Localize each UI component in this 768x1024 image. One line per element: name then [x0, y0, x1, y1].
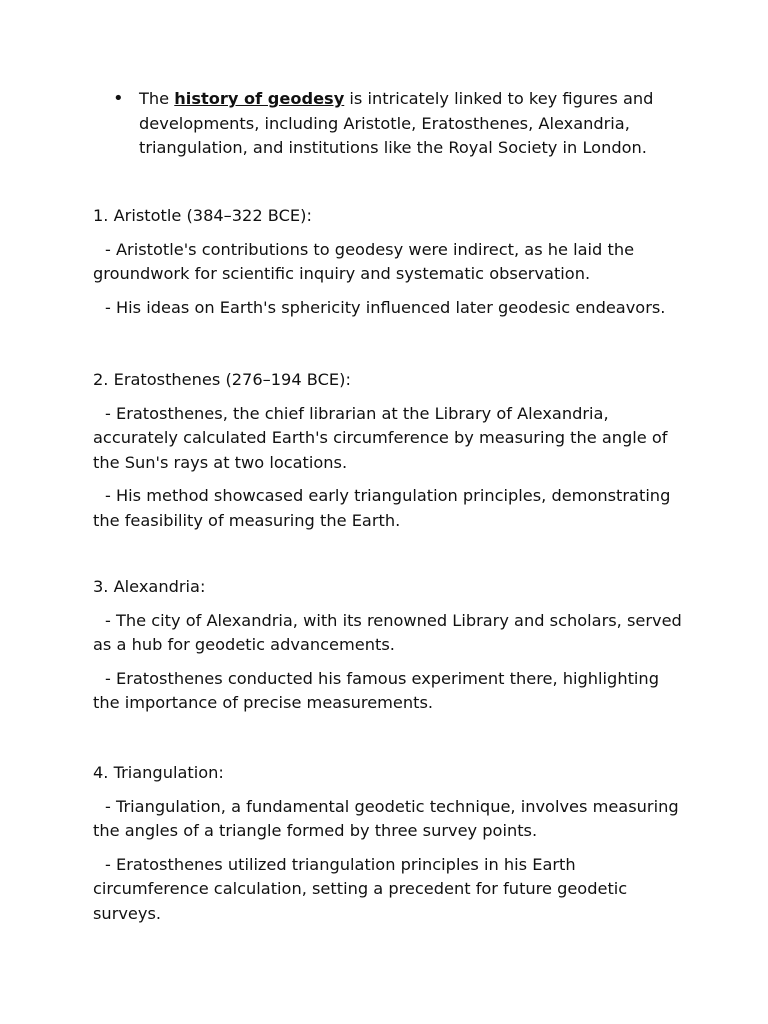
section-item: - The city of Alexandria, with its renowned Library and scholars, served as a hub for geodetic advancements. [93, 610, 682, 654]
intro-paragraph [139, 87, 659, 161]
intro-bullet-item [113, 87, 673, 161]
section-alexandria [93, 575, 683, 725]
intro-text-after: is intricately linked to key figures and developments, including Aristotle, Eratosthenes, Alexandria, triangulation, and institutions like the Royal Society in London. [139, 89, 654, 157]
section-heading: 2. Eratosthenes (276–194 BCE): [93, 370, 351, 389]
section-item: - Triangulation, a fundamental geodetic technique, involves measuring the angles of a triangle formed by three survey points. [93, 796, 679, 840]
section-item: - Eratosthenes conducted his famous experiment there, highlighting the importance of precise measurements. [93, 668, 659, 712]
section-heading: 4. Triangulation: [93, 763, 224, 782]
bullet-icon: • [113, 88, 124, 109]
section-eratosthenes [93, 368, 683, 542]
intro-text-before: The [139, 89, 175, 108]
section-item: - Eratosthenes utilized triangulation principles in his Earth circumference calculation, setting a precedent for future geodetic surveys. [93, 854, 628, 923]
section-triangulation [93, 761, 683, 935]
section-heading: 3. Alexandria: [93, 577, 206, 596]
section-aristotle [93, 204, 683, 329]
section-item: - His ideas on Earth's sphericity influenced later geodesic endeavors. [105, 297, 666, 317]
section-item: - His method showcased early triangulation principles, demonstrating the feasibility of measuring the Earth. [93, 486, 671, 530]
section-item: - Eratosthenes, the chief librarian at the Library of Alexandria, accurately calculated Earth's circumference by measuring the angle of the Sun's rays at two locations. [93, 403, 668, 472]
section-heading: 1. Aristotle (384–322 BCE): [93, 206, 312, 225]
history-of-geodesy-link[interactable]: history of geodesy [174, 89, 345, 108]
section-item: - Aristotle's contributions to geodesy were indirect, as he laid the groundwork for scientific inquiry and systematic observation. [93, 239, 635, 283]
